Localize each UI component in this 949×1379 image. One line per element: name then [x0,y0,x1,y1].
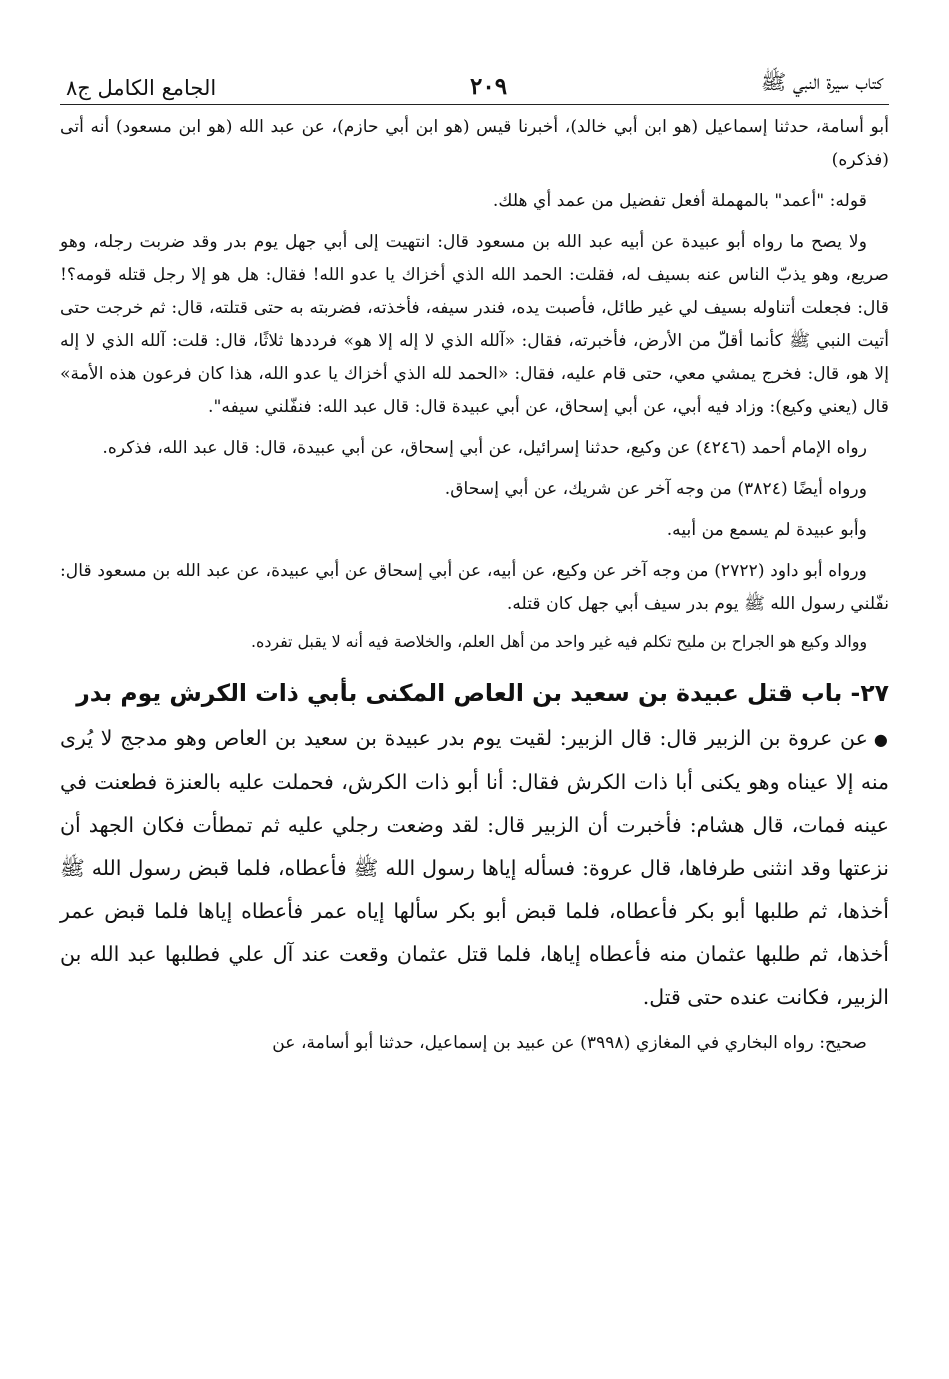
hadith-text: عن عروة بن الزبير قال: قال الزبير: لقيت يوم بدر عبيدة بن سعيد بن العاص وهو مدجج لا يُرى منه إلا عيناه وهو يكنى أبا ذات الكرش فقال: أنا أبو ذات الكرش، فحملت عليه بالعنزة فطعنت في عينه فمات، قال هشام: فأخبرت أن الزبير قال: لقد وضعت رجلي عليه ثم تمطأت فكان الجهد أن نزعتها وقد انثنى طرفاها، قال عروة: فسأله إياها رسول الله ﷺ فأعطاه، فلما قبض رسول الله ﷺ أخذها، ثم طلبها أبو بكر فأعطاه، فلما قبض أبو بكر سألها إياه عمر فأعطاه إياها فلما قبض عمر أخذها، ثم طلبها عثمان منه فأعطاه إياها، فلما قتل عثمان وقعت عند آل علي فطلبها عبد الله بن الزبير، فكانت عنده حتى قتل. [60,726,889,1009]
chapter-title: ٢٧- باب قتل عبيدة بن سعيد بن العاص المكنى بأبي ذات الكرش يوم بدر [76,679,889,707]
hadith-paragraph [60,717,889,1019]
page-header [60,62,889,105]
hadith-section [60,717,889,1019]
bullet-icon: ● [873,730,889,749]
paragraph: ولا يصح ما رواه أبو عبيدة عن أبيه عبد الله بن مسعود قال: انتهيت إلى أبي جهل يوم بدر وقد ضربت رجله، وهو صريع، وهو يذبّ الناس عنه بسيف له، فقلت: الحمد الله الذي أخزاك يا عدو الله! فقال: هل هو إلا رجل قتله قومه؟! قال: فجعلت أتناوله بسيف لي غير طائل، فأصبت يده، فندر سيفه، فأخذته، فضربته به حتى قتلته، قال: ثم خرجت حتى أتيت النبي ﷺ كأنما أقلّ من الأرض، فأخبرته، فقال: «آلله الذي لا إله إلا هو» فرددها ثلاثًا، قال: قلت: آلله الذي لا إله إلا هو، قال: فخرج يمشي معي، حتى قام عليه، فقال: «الحمد لله الذي أخزاك يا عدو الله، هذا كان فرعون هذه الأمة» قال (يعني وكيع): وزاد فيه أبي، عن أبي إسحاق، عن أبي عبيدة قال: قال عبد الله: فنفّلني سيفه". [60,232,889,417]
header-volume-title: الجامع الكامل ج٨ [66,76,217,100]
paragraph: ورواه أيضًا (٣٨٢٤) من وجه آخر عن شريك، عن أبي إسحاق. [444,479,867,499]
page-number: ٢٠٩ [470,73,508,100]
paragraph: قوله: "أعمد" بالمهملة أفعل تفضيل من عمد أي هلك. [492,191,867,211]
source-note: صحيح: رواه البخاري في المغازي (٣٩٩٨) عن عبيد بن إسماعيل، حدثنا أبو أسامة، عن [272,1033,867,1053]
paragraph: رواه الإمام أحمد (٤٢٤٦) عن وكيع، حدثنا إسرائيل، عن أبي إسحاق، عن أبي عبيدة، قال: قال عبد الله، فذكره. [102,438,867,458]
commentary-section [60,111,889,621]
footnote-note: ووالد وكيع هو الجراح بن مليح تكلم فيه غير واحد من أهل العلم، والخلاصة فيه أنه لا يقبل تفرده. [251,632,867,651]
paragraph: وأبو عبيدة لم يسمع من أبيه. [666,520,867,540]
paragraph: أبو أسامة، حدثنا إسماعيل (هو ابن أبي خالد)، أخبرنا قيس (هو ابن أبي حازم)، عن عبد الله (هو ابن مسعود) أنه أتى (فذكره) [60,117,889,170]
paragraph: ورواه أبو داود (٢٧٢٢) من وجه آخر عن وكيع، عن أبيه، عن أبي إسحاق عن أبي عبيدة، عن عبد الله بن مسعود قال: نفّلني رسول الله ﷺ يوم بدر سيف أبي جهل كان قتله. [60,561,889,614]
header-book-title: كتاب سيرة النبي ﷺ [760,70,883,94]
